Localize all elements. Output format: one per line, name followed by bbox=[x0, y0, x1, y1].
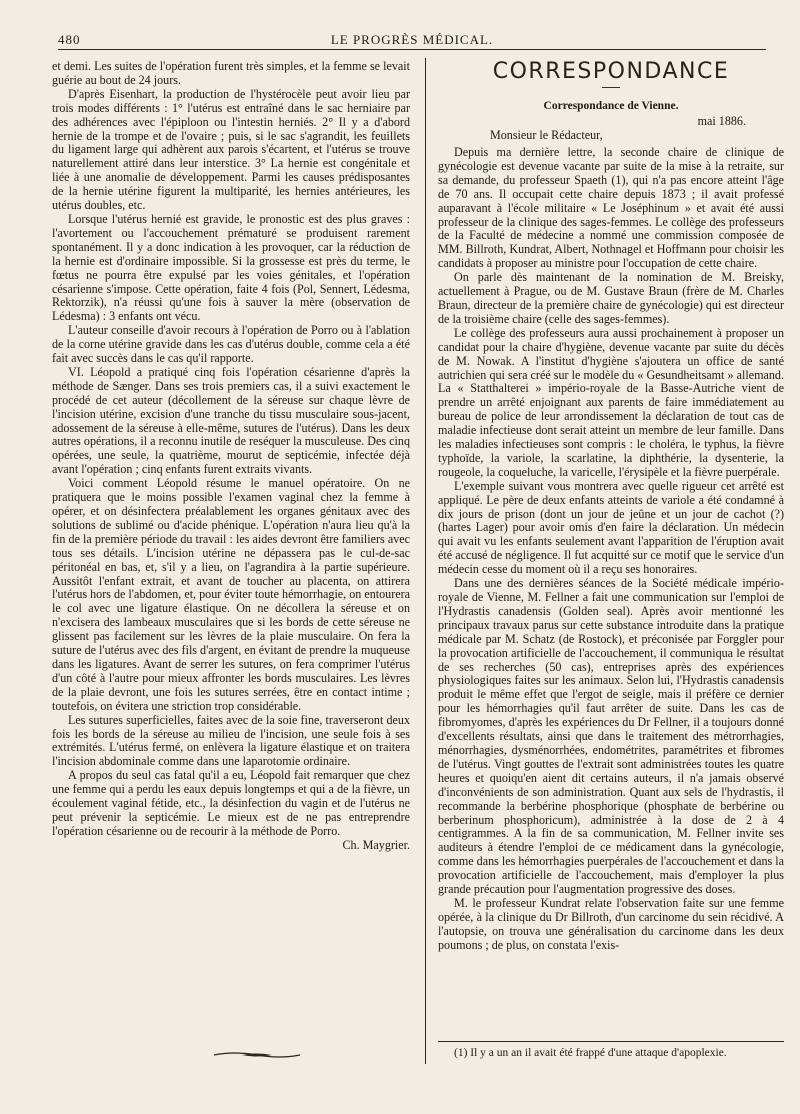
paragraph: Lorsque l'utérus hernié est gravide, le pronostic est des plus graves : l'avortement ou l'accouchement prématuré se produisent rarement spontanément. Il y a donc indication à les provoquer, car la réduction de la hernie est d'ordinaire impossible. Si la grossesse est près du terme, le fœtus ne pourra être expulsé par les voies génitales, et l'opération césarienne s'impose. Cette opération, faite 4 fois (Pol, Sennert, Lédesma, Rektorzik), n'a réussi qu'une fois à sauver la mère (observation de Lédesma) : 3 enfants ont vécu. bbox=[52, 211, 410, 324]
title-rule bbox=[602, 87, 620, 88]
right-column bbox=[438, 60, 784, 953]
author-signature: Ch. Maygrier. bbox=[342, 837, 410, 852]
page-header bbox=[58, 32, 766, 50]
paragraph: Dans une des dernières séances de la Société médicale império-royale de Vienne, M. Fellner a fait une communication sur l'emploi de l'Hydrastis canadensis (Golden seal). Après avoir mentionné les principaux travaux parus sur cette substance introduite dans la pratique médicale par M. Schatz (de Rostock), et préconisée par Forggler pour la provocation artificielle de l'accouchement, il communiqua le résultat de ses recherches (50 cas), entreprises après des expériences physiologiques faites sur les animaux. Selon lui, l'Hydrastis canadensis produit le même effet que l'ergot de seigle, mais il préfère ce dernier pour les hémorrhagies qu'il faut arrêter de suite. Dans les cas de fibromyomes, d'après les expériences du Dr Fellner, il a toujours donné d'excellents résultats, ainsi que dans le traitement des métrorrhagies, ménorrhagies, dysménorrhées, endométrites, paramétrites et fibromes de l'utérus. Vingt gouttes de l'extrait sont administrées toutes les quatre heures et quoiqu'en aient dit certains auteurs, il n'a jamais observé d'inconvénients de son administration. Quant aux sels de l'hydrastis, il recommande la berbérine phosphorique (phosphate de berbérine ou berberinum phosphoricum), administrée à la dose de 2 à 4 centigrammes. A la fin de sa communication, M. Fellner invite ses auditeurs à étendre l'emploi de ce médicament dans la gynécologie, comme dans les hémorrhagies puerpérales de l'accouchement et dans la provocation artificielle de l'accouchement, mais d'employer la plus grande précaution pour l'augmentation progressive des doses. bbox=[438, 576, 784, 897]
paragraph: D'après Eisenhart, la production de l'hystérocèle peut avoir lieu par trois modes différents : 1° l'utérus est entraîné dans le sac herniaire par des adhérences avec l'épiploon ou l'intestin herniés. 2° Il y a d'abord hernie de la trompe et de l'ovaire ; puis, si le sac s'agrandit, les feuillets du ligament large qui adhèrent aux parois s'écartent, et l'utérus se trouve naturellement attiré dans leur interstice. 3° La hernie est congénitale et liée à une anomalie de développement. Parmi les causes prédisposantes de la hernie utérine figurent la multiparité, les hernies antérieures, les utérus doubles, etc. bbox=[52, 86, 410, 213]
page-number: 480 bbox=[58, 32, 81, 47]
left-column bbox=[52, 60, 410, 853]
paragraph: et demi. Les suites de l'opération furent très simples, et la femme se levait guérie au bout de 24 jours. bbox=[52, 59, 410, 87]
paragraph: L'auteur conseille d'avoir recours à l'opération de Porro ou à l'ablation de la corne utérine gravide dans les cas d'utérus double, comme cela a été fait avec succès dans le cas qu'il rapporte. bbox=[52, 323, 410, 366]
section-title: CORRESPONDANCE bbox=[492, 59, 730, 84]
journal-title: LE PROGRÈS MÉDICAL. bbox=[330, 32, 494, 47]
letter-subtitle: Correspondance de Vienne. bbox=[543, 100, 679, 112]
footnote: (1) Il y a un an il avait été frappé d'une attaque d'apoplexie. bbox=[454, 1047, 727, 1059]
salutation: Monsieur le Rédacteur, bbox=[490, 128, 603, 142]
footnote-rule bbox=[438, 1041, 784, 1042]
paragraph: Le collège des professeurs aura aussi prochainement à proposer un candidat pour la chaire d'hygiène, devenue vacante par suite du décès de M. Nowak. A l'institut d'hygiène s'ajoutera un office de santé autrichien qui sera créé sur le modèle du « Gesundheitsamt » allemand. La « Statthalterei » império-royale de la Basse-Autriche vient de prendre un arrêté enjoignant aux parents de faire immédiatement au bureau de police de leur arrondissement la déclaration de tout cas de maladie infectieuse dont serait atteint un membre de leur famille. Dans les maladies infectieuses sont compris : le choléra, le typhus, la fièvre typhoïde, la variole, la scarlatine, la diphthérie, la dysenterie, la rougeole, la coqueluche, la varicelle, l'érysipèle et la fièvre puerpérale. bbox=[438, 325, 784, 479]
paragraph: Les sutures superficielles, faites avec de la soie fine, traverseront deux fois les bords de la séreuse au milieu de l'incision, une seule fois à ses extrémités. L'utérus fermé, on enlèvera la ligature élastique et on traitera l'incision abdominale comme dans une laparotomie ordinaire. bbox=[52, 712, 410, 769]
paragraph: VI. Léopold a pratiqué cinq fois l'opération césarienne d'après la méthode de Sænger. Dans ses trois premiers cas, il a suivi exactement le procédé de cet auteur (décollement de la séreuse sur chaque lèvre de l'incision utérine, excision d'une tranche du tissu musculaire sous-jacent, adossement de la séreuse à elle-même, sutures de l'utérus). Dans les deux autres opérations, il a reconnu inutile de reséquer la musculeuse. Des cinq opérées, une seule, la quatrième, mourut de septicémie, infectée déjà avant l'opération ; cinq enfants furent extraits vivants. bbox=[52, 364, 410, 477]
letter-date: mai 1886. bbox=[697, 114, 746, 128]
paragraph: Voici comment Léopold résume le manuel opératoire. On ne pratiquera que le moins possible l'examen vaginal chez la femme à opérer, et on désinfectera préalablement les organes génitaux avec des solutions de sublimé ou d'acide phénique. L'opération n'aura lieu qu'à la fin de la première période du travail : les aides devront être familiers avec tous ses détails. L'incision utérine ne dépassera pas le cul-de-sac péritonéal en bas, et, s'il y a lieu, on l'agrandira à la partie supérieure. Aussitôt l'enfant extrait, et avant de toucher au placenta, on attirera l'utérus hors de l'abdomen, et, pour éviter toute hémorrhagie, on entourera le col avec une ligature élastique. On ne décollera la séreuse et on n'excisera des lambeaux musculaires que si les bords de cette séreuse ne glissent pas facilement sur les lèvres de la plaie musculaire. On fera la suture de l'utérus avec des fils d'argent, en évitant de prendre la muqueuse dans les ligatures. Avant de serrer les sutures, on fera comprimer l'utérus d'un côté à l'autre pour mieux affronter les bords musculaires. Les lèvres de la plaie devront, une fois les sutures serrées, être en contact intime ; toutefois, on évitera une striction trop considérable. bbox=[52, 476, 410, 713]
header-rule bbox=[58, 49, 766, 50]
paragraph: Depuis ma dernière lettre, la seconde chaire de clinique de gynécologie est devenue vacante par suite de la mise à la retraite, sur sa demande, du professeur Spaeth (1), qui n'a pas encore atteint l'âge de 70 ans. Il occupait cette chaire depuis 1873 ; il avait professé auparavant à l'école militaire « Le Joséphinum » et avait été aussi professeur de la clinique des sages-femmes. Le collège des professeurs de la Faculté de médecine a nommé une commission composée de MM. Billroth, Kundrat, Albert, Nothnagel et Hoffmann pour choisir les candidats à proposer au ministre pour l'occupation de cette chaire. bbox=[438, 145, 784, 271]
paragraph: L'exemple suivant vous montrera avec quelle rigueur cet arrêté est appliqué. Le père de deux enfants atteints de variole a été condamné à dix jours de prison (dont un jour de jeûne et un jour de cachot (?) (hartes Lager) pour avoir omis d'en faire la déclaration. Un médecin qui avait vu les enfants seulement avant l'apparition de l'éruption avait été accusé de négligence. Il fut acquitté sur ce motif que le service d'un médecin cesse du moment où il a reçu ses honoraires. bbox=[438, 478, 784, 577]
column-divider bbox=[425, 58, 426, 1064]
paragraph: M. le professeur Kundrat relate l'observation faite sur une femme opérée, à la clinique du Dr Billroth, d'un carcinome du sein récidivé. A l'autopsie, on trouva une généralisation du carcinome dans les deux poumons ; de plus, on constata l'exis- bbox=[438, 895, 784, 952]
paragraph: A propos du seul cas fatal qu'il a eu, Léopold fait remarquer que chez une femme qui a perdu les eaux depuis longtemps et qui a de la fièvre, un écoulement vaginal fétide, etc., la désinfection du vagin et de l'utérus ne peut prévenir la septicémie. Le mieux est de ne pas entreprendre l'opération césarienne ou de recourir à la méthode de Porro. bbox=[52, 768, 410, 838]
paragraph: On parle dès maintenant de la nomination de M. Breisky, actuellement à Prague, ou de M. Gustave Braun (frère de M. Charles Braun, directeur de la première chaire de gynécologie) qui est directeur de la troisième chaire (celle des sages-femmes). bbox=[438, 270, 784, 326]
ornament-divider bbox=[212, 1050, 302, 1060]
